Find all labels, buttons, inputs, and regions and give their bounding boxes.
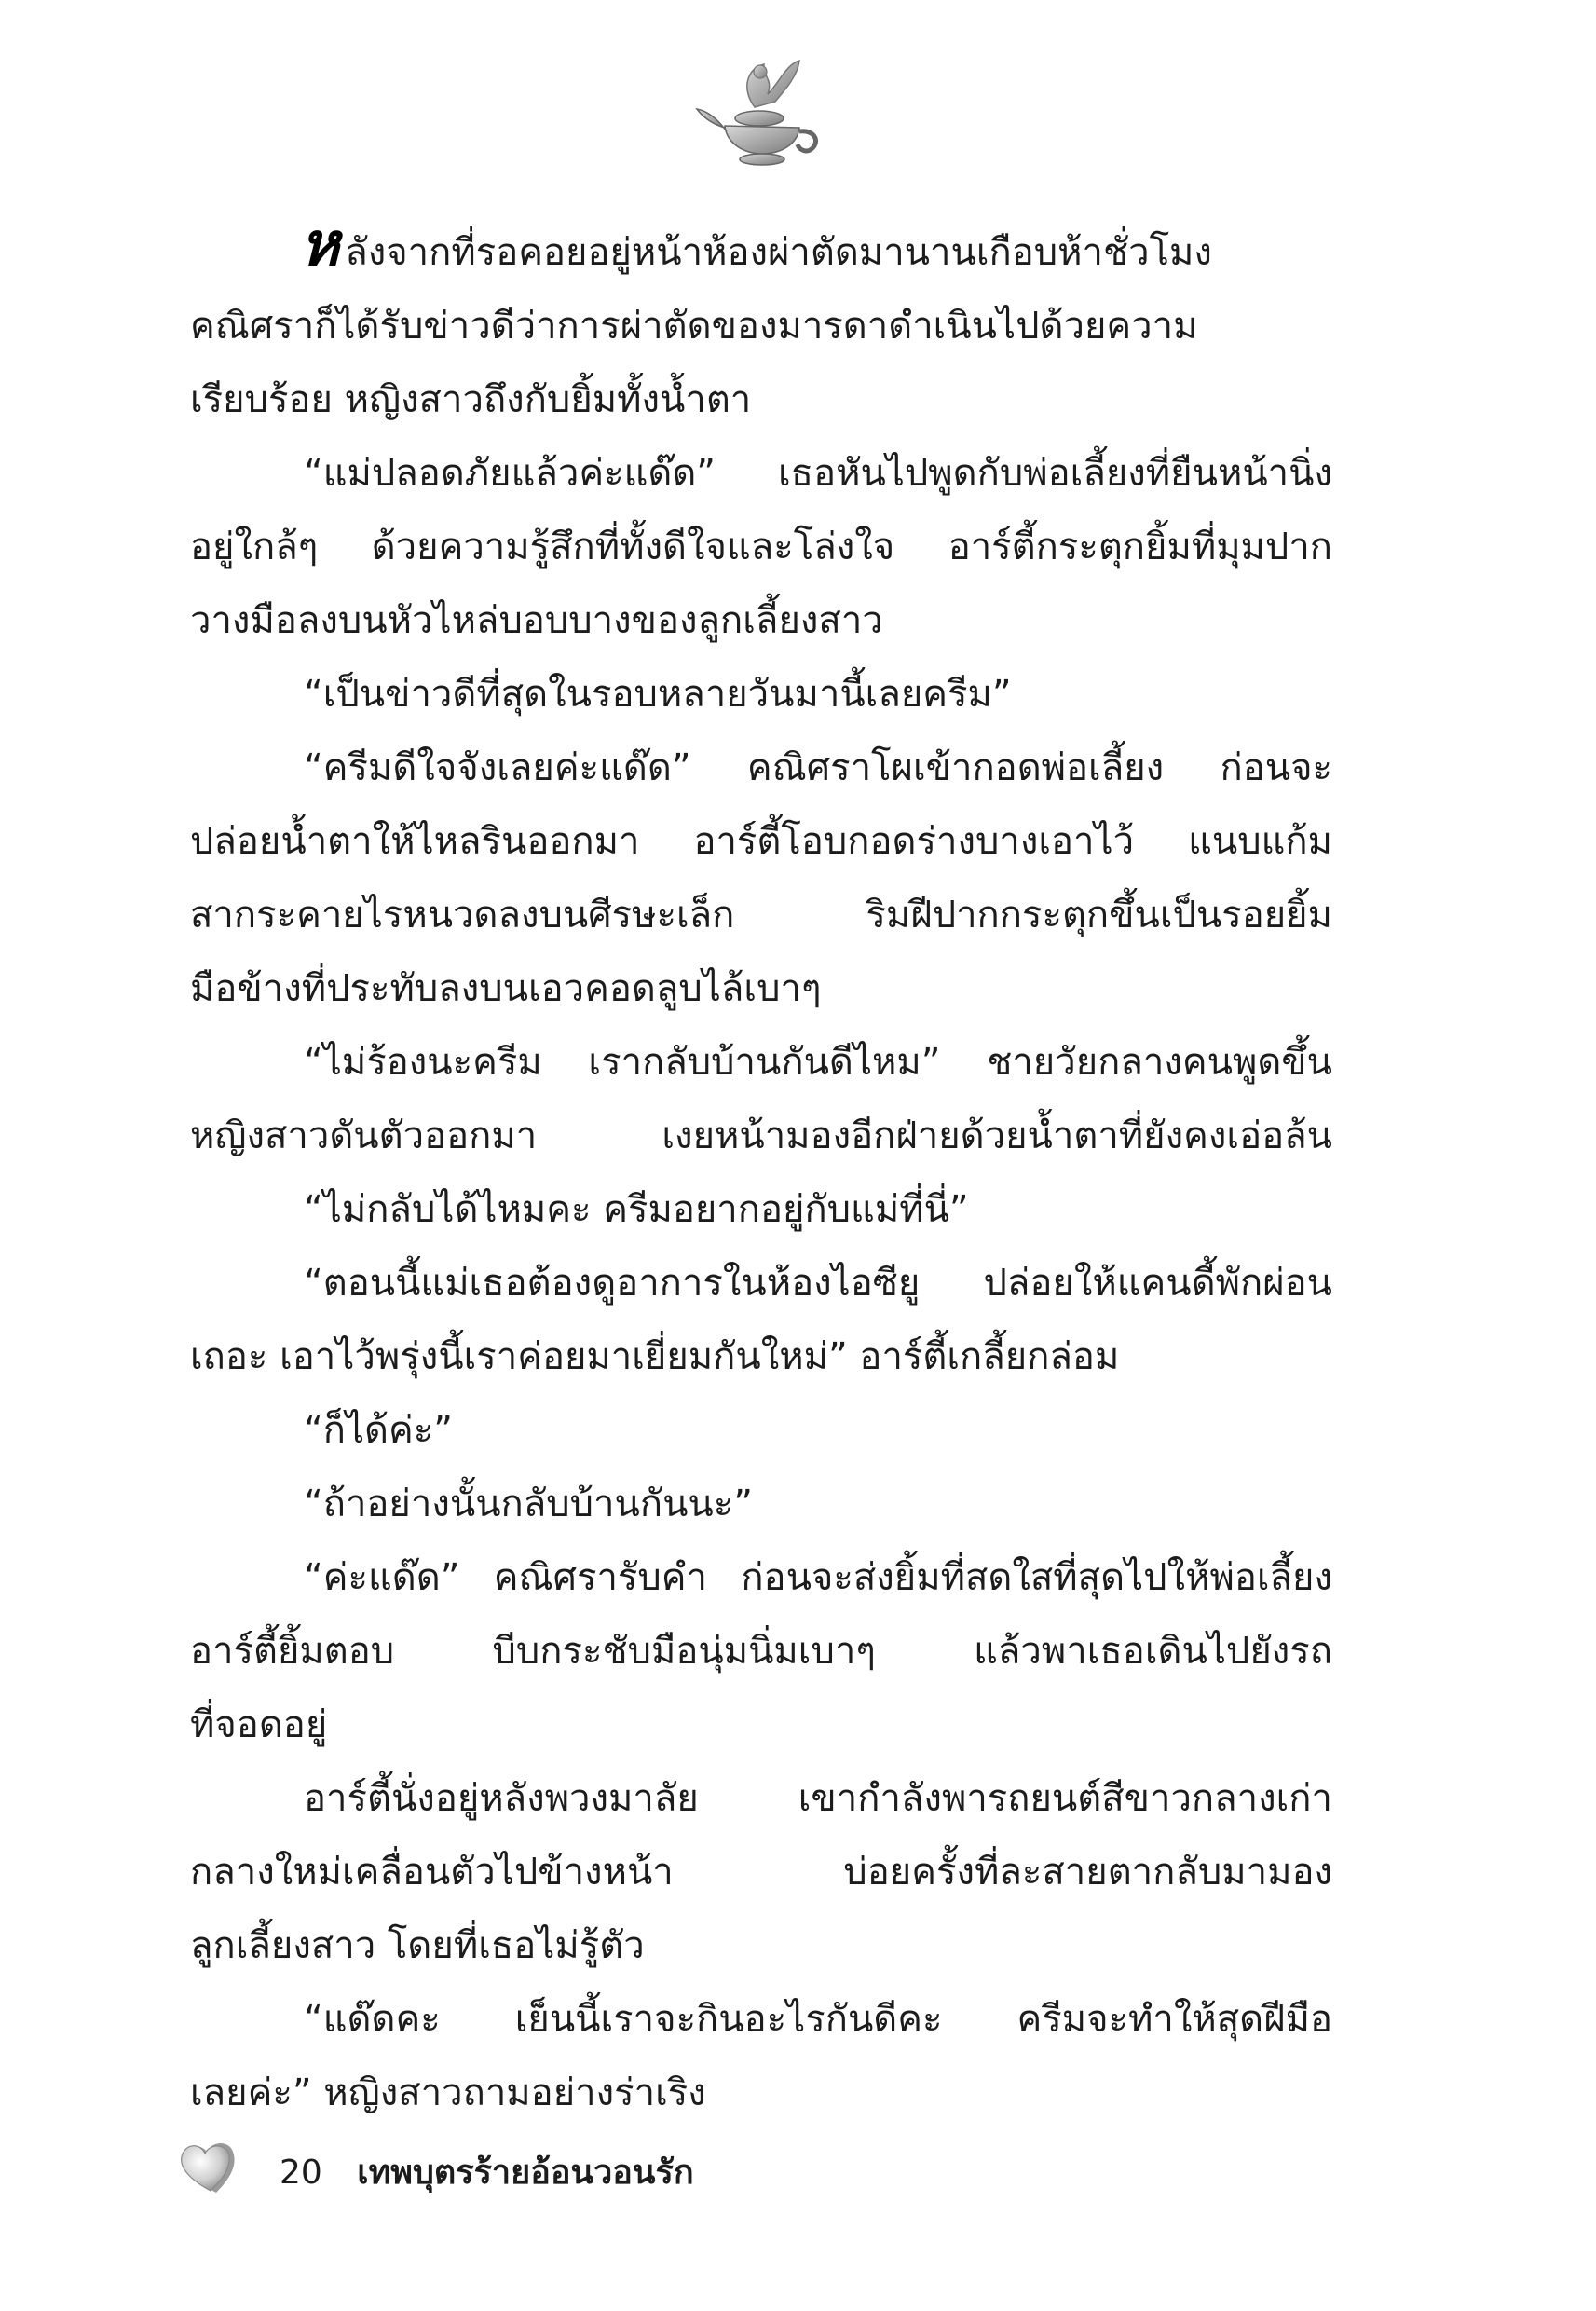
text-line: กลางใหม่เคลื่อนตัวไปข้างหน้า บ่อยครั้งที่ละสายตากลับมามอง [190, 1851, 1332, 1894]
genie-lamp-icon [689, 51, 829, 172]
text-line: ลูกเลี้ยงสาว โดยที่เธอไม่รู้ตัว [190, 1924, 645, 1967]
text-line: “แม่ปลอดภัยแล้วค่ะแด๊ด” เธอหันไปพูดกับพ่อเลี้ยงที่ยืนหน้านิ่ง [304, 452, 1332, 495]
text-line: สากระคายไรหนวดลงบนศีรษะเล็ก ริมฝีปากกระตุกขึ้นเป็นรอยยิ้ม [190, 894, 1332, 937]
text-line: เถอะ เอาไว้พรุ่งนี้เราค่อยมาเยี่ยมกันใหม่” อาร์ตี้เกลี้ยกล่อม [190, 1335, 1120, 1378]
text-line: ที่จอดอยู่ [190, 1703, 328, 1746]
text-line: เลยค่ะ” หญิงสาวถามอย่างร่าเริง [190, 2072, 706, 2114]
text-line: “เป็นข่าวดีที่สุดในรอบหลายวันมานี้เลยครีม” [304, 673, 1012, 716]
book-title: เทพบุตรร้ายอ้อนวอนรัก [357, 2154, 694, 2192]
text-line: “ไม่ร้องนะครีม เรากลับบ้านกันดีไหม” ชายวัยกลางคนพูดขึ้น [304, 1041, 1332, 1084]
text-line: “ก็ได้ค่ะ” [304, 1409, 453, 1452]
page-number: 20 [280, 2154, 322, 2192]
dropcap: ห [300, 216, 340, 280]
text-line: อาร์ตี้ยิ้มตอบ บีบกระชับมือนุ่มนิ่มเบาๆ แล้วพาเธอเดินไปยังรถ [190, 1630, 1332, 1673]
text-line: “ไม่กลับได้ไหมคะ ครีมอยากอยู่กับแม่ที่นี่” [304, 1188, 969, 1231]
heart-icon [179, 2139, 246, 2196]
page-body [190, 216, 1332, 2130]
footer [280, 2145, 694, 2198]
text-line: “ครีมดีใจจังเลยค่ะแด๊ด” คณิศราโผเข้ากอดพ่อเลี้ยง ก่อนจะ [304, 746, 1332, 789]
text-line: อาร์ตี้นั่งอยู่หลังพวงมาลัย เขากำลังพารถยนต์สีขาวกลางเก่า [304, 1777, 1332, 1820]
text-line: ปล่อยน้ำตาให้ไหลรินออกมา อาร์ตี้โอบกอดร่างบางเอาไว้ แนบแก้ม [190, 820, 1332, 863]
text-line: “แด๊ดคะ เย็นนี้เราจะกินอะไรกันดีคะ ครีมจะทำให้สุดฝีมือ [304, 1998, 1332, 2041]
text-line: หลังจากที่รอคอยอยู่หน้าห้องผ่าตัดมานานเกือบห้าชั่วโมง [190, 216, 1332, 290]
text-line: มือข้างที่ประทับลงบนเอวคอดลูบไล้เบาๆ [190, 967, 822, 1010]
text-line: คณิศราก็ได้รับข่าวดีว่าการผ่าตัดของมารดาดำเนินไปด้วยความ [190, 305, 1198, 348]
text-line: “ตอนนี้แม่เธอต้องดูอาการในห้องไอซียู ปล่อยให้แคนดี้พักผ่อน [304, 1262, 1332, 1305]
text-line: หญิงสาวดันตัวออกมา เงยหน้ามองอีกฝ่ายด้วยน้ำตาที่ยังคงเอ่อล้น [190, 1114, 1332, 1157]
text-line: วางมือลงบนหัวไหล่บอบบางของลูกเลี้ยงสาว [190, 599, 883, 642]
text-line: “ถ้าอย่างนั้นกลับบ้านกันนะ” [304, 1483, 753, 1525]
text-line: อยู่ใกล้ๆ ด้วยความรู้สึกที่ทั้งดีใจและโล่งใจ อาร์ตี้กระตุกยิ้มที่มุมปาก [190, 526, 1332, 568]
text-line: เรียบร้อย หญิงสาวถึงกับยิ้มทั้งน้ำตา [190, 378, 752, 421]
text-line: “ค่ะแด๊ด” คณิศรารับคำ ก่อนจะส่งยิ้มที่สดใสที่สุดไปให้พ่อเลี้ยง [304, 1556, 1332, 1599]
